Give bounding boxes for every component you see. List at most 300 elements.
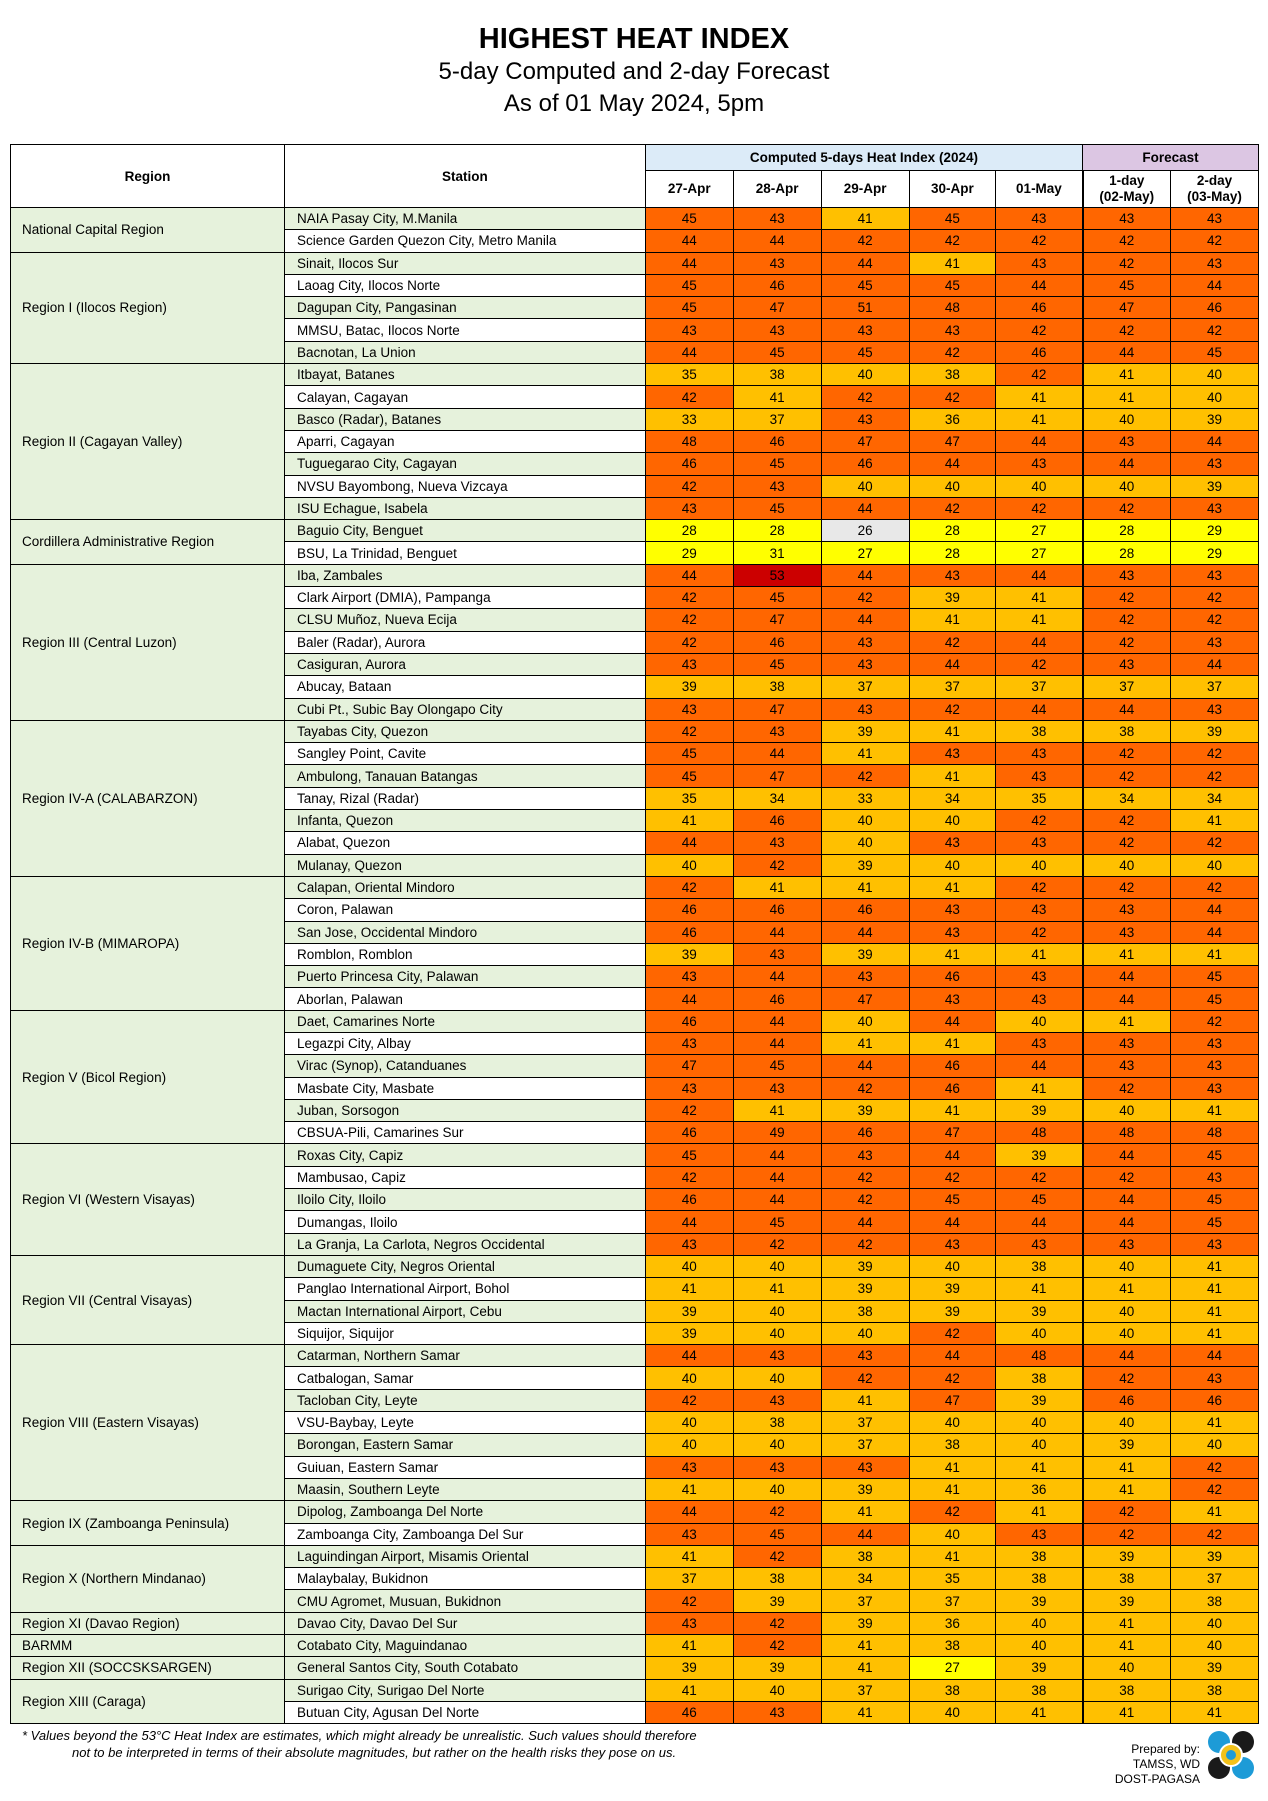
station-cell: Virac (Synop), Catanduanes — [285, 1055, 646, 1077]
heat-index-value: 41 — [821, 208, 909, 230]
forecast-1-day-date: (02-May) — [1099, 189, 1155, 204]
heat-index-value: 40 — [1170, 1434, 1258, 1456]
heat-index-value: 40 — [996, 475, 1083, 497]
heat-index-value: 39 — [996, 1590, 1083, 1612]
heat-index-value: 40 — [1083, 1099, 1171, 1121]
table-row — [11, 1010, 1259, 1032]
heat-index-value: 43 — [1170, 208, 1258, 230]
heat-index-value: 44 — [821, 921, 909, 943]
heat-index-value: 37 — [1170, 676, 1258, 698]
heat-index-value: 42 — [909, 341, 996, 363]
region-cell: Region III (Central Luzon) — [11, 564, 285, 720]
heat-index-value: 41 — [909, 1545, 996, 1567]
station-cell: Cubi Pt., Subic Bay Olongapo City — [285, 698, 646, 720]
heat-index-value: 40 — [733, 1478, 821, 1500]
heat-index-value: 43 — [996, 988, 1083, 1010]
heat-index-value: 46 — [733, 274, 821, 296]
heat-index-value: 40 — [909, 1523, 996, 1545]
heat-index-value: 44 — [909, 1211, 996, 1233]
heat-index-value: 42 — [909, 1501, 996, 1523]
station-cell: Sangley Point, Cavite — [285, 743, 646, 765]
table-row — [11, 1144, 1259, 1166]
heat-index-value: 43 — [645, 698, 733, 720]
heat-index-value: 45 — [1170, 341, 1258, 363]
heat-index-value: 44 — [645, 988, 733, 1010]
day-header-01-may: 01-May — [996, 171, 1083, 208]
heat-index-value: 47 — [733, 765, 821, 787]
heat-index-value: 41 — [1170, 1300, 1258, 1322]
region-cell: Region IX (Zamboanga Peninsula) — [11, 1501, 285, 1546]
heat-index-value: 43 — [821, 631, 909, 653]
heat-index-value: 43 — [1170, 1077, 1258, 1099]
heat-index-value: 45 — [1170, 966, 1258, 988]
station-cell: Laguindingan Airport, Misamis Oriental — [285, 1545, 646, 1567]
heat-index-value: 43 — [1170, 564, 1258, 586]
heat-index-value: 39 — [1083, 1590, 1171, 1612]
heat-index-value: 42 — [645, 475, 733, 497]
heat-index-value: 47 — [733, 609, 821, 631]
heat-index-value: 45 — [1083, 274, 1171, 296]
heat-index-value: 44 — [733, 921, 821, 943]
heat-index-value: 48 — [1083, 1122, 1171, 1144]
heat-index-value: 40 — [733, 1434, 821, 1456]
heat-index-value: 45 — [645, 208, 733, 230]
heat-index-value: 48 — [909, 297, 996, 319]
footnote-line-1: * Values beyond the 53°C Heat Index are estimates, which might already be unrealistic. Such values should therefore — [22, 1728, 697, 1743]
heat-index-value: 48 — [996, 1345, 1083, 1367]
table-row — [11, 1612, 1259, 1634]
heat-index-value: 44 — [996, 274, 1083, 296]
region-cell: Region VI (Western Visayas) — [11, 1144, 285, 1255]
heat-index-value: 41 — [1170, 1701, 1258, 1723]
heat-index-value: 46 — [645, 1189, 733, 1211]
heat-index-value: 43 — [645, 653, 733, 675]
heat-index-value: 43 — [1083, 430, 1171, 452]
heat-index-value: 44 — [909, 1010, 996, 1032]
heat-index-value: 41 — [1083, 1478, 1171, 1500]
heat-index-value: 47 — [909, 1389, 996, 1411]
heat-index-value: 44 — [733, 230, 821, 252]
heat-index-value: 38 — [821, 1300, 909, 1322]
heat-index-value: 46 — [1083, 1389, 1171, 1411]
heat-index-value: 44 — [1083, 453, 1171, 475]
heat-index-value: 35 — [645, 364, 733, 386]
heat-index-value: 42 — [996, 319, 1083, 341]
heat-index-value: 41 — [1170, 1255, 1258, 1277]
heat-index-value: 41 — [733, 1099, 821, 1121]
heat-index-value: 36 — [909, 1612, 996, 1634]
heat-index-value: 43 — [996, 966, 1083, 988]
heat-index-value: 41 — [996, 1456, 1083, 1478]
heat-index-value: 43 — [996, 453, 1083, 475]
heat-index-value: 42 — [996, 921, 1083, 943]
heat-index-value: 41 — [909, 252, 996, 274]
heat-index-value: 43 — [733, 1389, 821, 1411]
heat-index-value: 43 — [645, 1612, 733, 1634]
heat-index-value: 43 — [1083, 1032, 1171, 1054]
heat-index-value: 43 — [733, 832, 821, 854]
heat-index-value: 42 — [1083, 832, 1171, 854]
heat-index-value: 44 — [1170, 921, 1258, 943]
heat-index-value: 42 — [1083, 876, 1171, 898]
table-row — [11, 252, 1259, 274]
heat-index-value: 47 — [733, 698, 821, 720]
heat-index-value: 46 — [645, 1122, 733, 1144]
heat-index-value: 43 — [996, 1523, 1083, 1545]
heat-index-value: 39 — [1170, 720, 1258, 742]
heat-index-value: 36 — [996, 1478, 1083, 1500]
heat-index-value: 47 — [821, 430, 909, 452]
heat-index-value: 43 — [645, 319, 733, 341]
heat-index-value: 39 — [821, 854, 909, 876]
heat-index-value: 40 — [821, 475, 909, 497]
station-cell: Cotabato City, Maguindanao — [285, 1635, 646, 1657]
station-cell: Dumaguete City, Negros Oriental — [285, 1255, 646, 1277]
heat-index-value: 37 — [821, 1412, 909, 1434]
heat-index-value: 35 — [909, 1568, 996, 1590]
heat-index-value: 42 — [1170, 1010, 1258, 1032]
heat-index-value: 43 — [909, 1233, 996, 1255]
heat-index-value: 37 — [1083, 676, 1171, 698]
heat-index-value: 28 — [1083, 542, 1171, 564]
heat-index-value: 45 — [733, 453, 821, 475]
heat-index-value: 38 — [909, 1635, 996, 1657]
heat-index-value: 43 — [1083, 899, 1171, 921]
heat-index-value: 39 — [996, 1389, 1083, 1411]
station-cell: VSU-Baybay, Leyte — [285, 1412, 646, 1434]
heat-index-value: 41 — [1083, 1701, 1171, 1723]
heat-index-value: 29 — [1170, 520, 1258, 542]
heat-index-value: 41 — [645, 1635, 733, 1657]
heat-index-value: 42 — [1170, 319, 1258, 341]
heat-index-value: 44 — [1170, 653, 1258, 675]
heat-index-value: 36 — [909, 408, 996, 430]
station-cell: Coron, Palawan — [285, 899, 646, 921]
heat-index-value: 40 — [909, 1701, 996, 1723]
heat-index-value: 44 — [1170, 274, 1258, 296]
heat-index-value: 29 — [1170, 542, 1258, 564]
heat-index-value: 40 — [733, 1322, 821, 1344]
heat-index-value: 39 — [909, 1300, 996, 1322]
region-cell: Region IV-A (CALABARZON) — [11, 720, 285, 876]
heat-index-value: 42 — [1170, 230, 1258, 252]
station-cell: Daet, Camarines Norte — [285, 1010, 646, 1032]
heat-index-value: 42 — [821, 386, 909, 408]
heat-index-value: 40 — [821, 1010, 909, 1032]
heat-index-value: 43 — [1170, 1166, 1258, 1188]
heat-index-value: 41 — [821, 1032, 909, 1054]
heat-index-value: 41 — [1083, 943, 1171, 965]
heat-index-value: 43 — [733, 943, 821, 965]
heat-index-value: 40 — [733, 1679, 821, 1701]
heat-index-value: 44 — [1083, 1189, 1171, 1211]
heat-index-value: 44 — [1170, 1345, 1258, 1367]
heat-index-value: 40 — [1170, 1612, 1258, 1634]
heat-index-value: 39 — [1170, 1545, 1258, 1567]
heat-index-value: 39 — [996, 1300, 1083, 1322]
region-cell: Region II (Cagayan Valley) — [11, 364, 285, 520]
footnote — [22, 1727, 697, 1761]
heat-index-value: 38 — [1083, 1568, 1171, 1590]
station-cell: Guiuan, Eastern Samar — [285, 1456, 646, 1478]
heat-index-value: 41 — [821, 1501, 909, 1523]
heat-index-value: 43 — [996, 743, 1083, 765]
heat-index-value: 43 — [645, 1233, 733, 1255]
heat-index-value: 41 — [733, 1278, 821, 1300]
heat-index-value: 35 — [996, 787, 1083, 809]
heat-index-value: 40 — [821, 810, 909, 832]
heat-index-value: 41 — [996, 1077, 1083, 1099]
heat-index-value: 39 — [821, 1278, 909, 1300]
heat-index-value: 45 — [645, 1144, 733, 1166]
heat-index-value: 40 — [733, 1255, 821, 1277]
day-header-27-apr: 27-Apr — [645, 171, 733, 208]
heat-index-value: 40 — [1083, 1300, 1171, 1322]
heat-index-value: 45 — [733, 497, 821, 519]
heat-index-value: 43 — [1083, 1233, 1171, 1255]
region-cell: Region VII (Central Visayas) — [11, 1255, 285, 1344]
heat-index-value: 44 — [1083, 1345, 1171, 1367]
station-cell: Dagupan City, Pangasinan — [285, 297, 646, 319]
station-cell: Clark Airport (DMIA), Pampanga — [285, 587, 646, 609]
heat-index-value: 44 — [645, 564, 733, 586]
heat-index-value: 35 — [645, 787, 733, 809]
region-cell: National Capital Region — [11, 208, 285, 253]
heat-index-value: 42 — [645, 587, 733, 609]
heat-index-value: 44 — [996, 698, 1083, 720]
heat-index-value: 44 — [1083, 1211, 1171, 1233]
heat-index-value: 39 — [821, 1612, 909, 1634]
region-cell: Region VIII (Eastern Visayas) — [11, 1345, 285, 1501]
heat-index-value: 44 — [821, 609, 909, 631]
region-cell: Region V (Bicol Region) — [11, 1010, 285, 1144]
heat-index-value: 46 — [1170, 1389, 1258, 1411]
station-cell: Alabat, Quezon — [285, 832, 646, 854]
heat-index-value: 40 — [996, 1635, 1083, 1657]
heat-index-value: 44 — [909, 1345, 996, 1367]
heat-index-value: 41 — [909, 720, 996, 742]
heat-index-value: 41 — [909, 1478, 996, 1500]
heat-index-value: 43 — [996, 899, 1083, 921]
heat-index-value: 40 — [1083, 1657, 1171, 1679]
as-of-date: As of 01 May 2024, 5pm — [503, 90, 765, 117]
heat-index-value: 41 — [1083, 1612, 1171, 1634]
station-cell: BSU, La Trinidad, Benguet — [285, 542, 646, 564]
station-cell: Juban, Sorsogon — [285, 1099, 646, 1121]
heat-index-value: 28 — [733, 520, 821, 542]
heat-index-value: 45 — [909, 1189, 996, 1211]
heat-index-value: 45 — [909, 274, 996, 296]
heat-index-value: 38 — [1170, 1590, 1258, 1612]
heat-index-value: 41 — [909, 1099, 996, 1121]
heat-index-value: 43 — [909, 988, 996, 1010]
heat-index-value: 42 — [1170, 1456, 1258, 1478]
heat-index-value: 42 — [1170, 1523, 1258, 1545]
heat-index-value: 44 — [821, 497, 909, 519]
station-cell: Siquijor, Siquijor — [285, 1322, 646, 1344]
heat-index-value: 46 — [821, 453, 909, 475]
heat-index-value: 42 — [733, 1501, 821, 1523]
heat-index-value: 40 — [645, 1434, 733, 1456]
heat-index-value: 45 — [1170, 1189, 1258, 1211]
heat-index-value: 42 — [645, 720, 733, 742]
heat-index-value: 41 — [996, 1278, 1083, 1300]
heat-index-value: 43 — [733, 1456, 821, 1478]
station-cell: Maasin, Southern Leyte — [285, 1478, 646, 1500]
heat-index-value: 37 — [821, 1679, 909, 1701]
heat-index-value: 44 — [996, 564, 1083, 586]
heat-index-value: 44 — [996, 1055, 1083, 1077]
heat-index-value: 44 — [645, 230, 733, 252]
heat-index-value: 44 — [1083, 966, 1171, 988]
heat-index-value: 43 — [1170, 453, 1258, 475]
heat-index-value: 45 — [821, 341, 909, 363]
station-cell: Iloilo City, Iloilo — [285, 1189, 646, 1211]
heat-index-value: 45 — [909, 208, 996, 230]
heat-index-value: 40 — [733, 1300, 821, 1322]
heat-index-value: 47 — [1083, 297, 1171, 319]
heat-index-value: 37 — [821, 1434, 909, 1456]
heat-index-value: 40 — [996, 1010, 1083, 1032]
heat-index-value: 42 — [1083, 810, 1171, 832]
station-cell: General Santos City, South Cotabato — [285, 1657, 646, 1679]
heat-index-value: 27 — [996, 542, 1083, 564]
heat-index-value: 42 — [1170, 609, 1258, 631]
heat-index-value: 40 — [996, 854, 1083, 876]
heat-index-value: 37 — [733, 408, 821, 430]
heat-index-value: 42 — [909, 698, 996, 720]
heat-index-value: 42 — [1170, 587, 1258, 609]
heat-index-value: 42 — [645, 386, 733, 408]
heat-index-value: 44 — [645, 252, 733, 274]
heat-index-value: 43 — [909, 319, 996, 341]
heat-index-value: 42 — [1170, 832, 1258, 854]
heat-index-value: 45 — [733, 1211, 821, 1233]
heat-index-value: 41 — [909, 765, 996, 787]
heat-index-value: 42 — [1083, 587, 1171, 609]
heat-index-value: 41 — [821, 1701, 909, 1723]
region-cell: Region X (Northern Mindanao) — [11, 1545, 285, 1612]
table-row — [11, 364, 1259, 386]
heat-index-value: 41 — [996, 1701, 1083, 1723]
heat-index-value: 44 — [733, 1189, 821, 1211]
heat-index-value: 41 — [1170, 1099, 1258, 1121]
heat-index-value: 34 — [1170, 787, 1258, 809]
heat-index-value: 42 — [996, 364, 1083, 386]
station-cell: Laoag City, Ilocos Norte — [285, 274, 646, 296]
heat-index-value: 43 — [909, 832, 996, 854]
region-cell: Region IV-B (MIMAROPA) — [11, 876, 285, 1010]
heat-index-value: 42 — [1083, 609, 1171, 631]
heat-index-value: 38 — [1083, 720, 1171, 742]
heat-index-value: 43 — [1083, 208, 1171, 230]
heat-index-value: 43 — [1083, 921, 1171, 943]
station-cell: Malaybalay, Bukidnon — [285, 1568, 646, 1590]
heat-index-value: 38 — [821, 1545, 909, 1567]
heat-index-value: 41 — [733, 876, 821, 898]
heat-index-value: 39 — [645, 1657, 733, 1679]
heat-index-value: 40 — [909, 475, 996, 497]
region-cell: BARMM — [11, 1635, 285, 1657]
heat-index-value: 28 — [1083, 520, 1171, 542]
heat-index-value: 26 — [821, 520, 909, 542]
heat-index-value: 40 — [645, 1255, 733, 1277]
heat-index-value: 44 — [821, 252, 909, 274]
heat-index-value: 49 — [733, 1122, 821, 1144]
day-header-30-apr: 30-Apr — [909, 171, 996, 208]
heat-index-value: 40 — [996, 1434, 1083, 1456]
heat-index-value: 40 — [1170, 854, 1258, 876]
heat-index-value: 46 — [645, 453, 733, 475]
heat-index-value: 40 — [909, 854, 996, 876]
heat-index-value: 44 — [733, 966, 821, 988]
heat-index-value: 37 — [909, 676, 996, 698]
forecast-header-1-day — [1083, 171, 1171, 208]
heat-index-value: 43 — [733, 208, 821, 230]
heat-index-value: 43 — [909, 743, 996, 765]
heat-index-value: 38 — [909, 1434, 996, 1456]
heat-index-value: 41 — [909, 609, 996, 631]
heat-index-value: 41 — [1170, 1412, 1258, 1434]
heat-index-value: 43 — [1170, 1233, 1258, 1255]
heat-index-value: 40 — [996, 1412, 1083, 1434]
heat-index-value: 41 — [1170, 943, 1258, 965]
heat-index-value: 39 — [645, 676, 733, 698]
heat-index-value: 44 — [821, 1055, 909, 1077]
heat-index-value: 41 — [909, 876, 996, 898]
heat-index-value: 41 — [1170, 1501, 1258, 1523]
heat-index-value: 42 — [733, 1635, 821, 1657]
heat-index-value: 43 — [909, 921, 996, 943]
heat-index-value: 40 — [996, 1322, 1083, 1344]
heat-index-value: 43 — [645, 1077, 733, 1099]
heat-index-value: 43 — [1170, 1032, 1258, 1054]
heat-index-value: 44 — [821, 1211, 909, 1233]
heat-index-value: 40 — [1083, 408, 1171, 430]
heat-index-value: 44 — [733, 1010, 821, 1032]
heat-index-value: 42 — [645, 631, 733, 653]
heat-index-value: 42 — [821, 765, 909, 787]
heat-index-value: 43 — [1170, 497, 1258, 519]
heat-index-value: 42 — [1083, 1166, 1171, 1188]
heat-index-value: 41 — [645, 1679, 733, 1701]
heat-index-value: 48 — [996, 1122, 1083, 1144]
heat-index-value: 42 — [821, 1233, 909, 1255]
station-cell: ISU Echague, Isabela — [285, 497, 646, 519]
station-cell: CLSU Muñoz, Nueva Ecija — [285, 609, 646, 631]
station-cell: Calapan, Oriental Mindoro — [285, 876, 646, 898]
heat-index-value: 39 — [1083, 1434, 1171, 1456]
heat-index-value: 42 — [1170, 1478, 1258, 1500]
station-cell: Sinait, Ilocos Sur — [285, 252, 646, 274]
region-cell: Region I (Ilocos Region) — [11, 252, 285, 363]
heat-index-value: 42 — [733, 1545, 821, 1567]
heat-index-value: 44 — [645, 832, 733, 854]
pagasa-logo-icon — [1203, 1727, 1259, 1783]
heat-index-value: 45 — [645, 274, 733, 296]
heat-index-value: 27 — [821, 542, 909, 564]
heat-index-value: 43 — [996, 1233, 1083, 1255]
heat-index-value: 46 — [821, 899, 909, 921]
heat-index-value: 27 — [996, 520, 1083, 542]
station-cell: Surigao City, Surigao Del Norte — [285, 1679, 646, 1701]
station-cell: Dipolog, Zamboanga Del Norte — [285, 1501, 646, 1523]
heat-index-value: 39 — [821, 720, 909, 742]
heat-index-value: 44 — [996, 430, 1083, 452]
heat-index-value: 43 — [1083, 564, 1171, 586]
station-column-header: Station — [285, 145, 646, 208]
heat-index-value: 42 — [645, 1590, 733, 1612]
